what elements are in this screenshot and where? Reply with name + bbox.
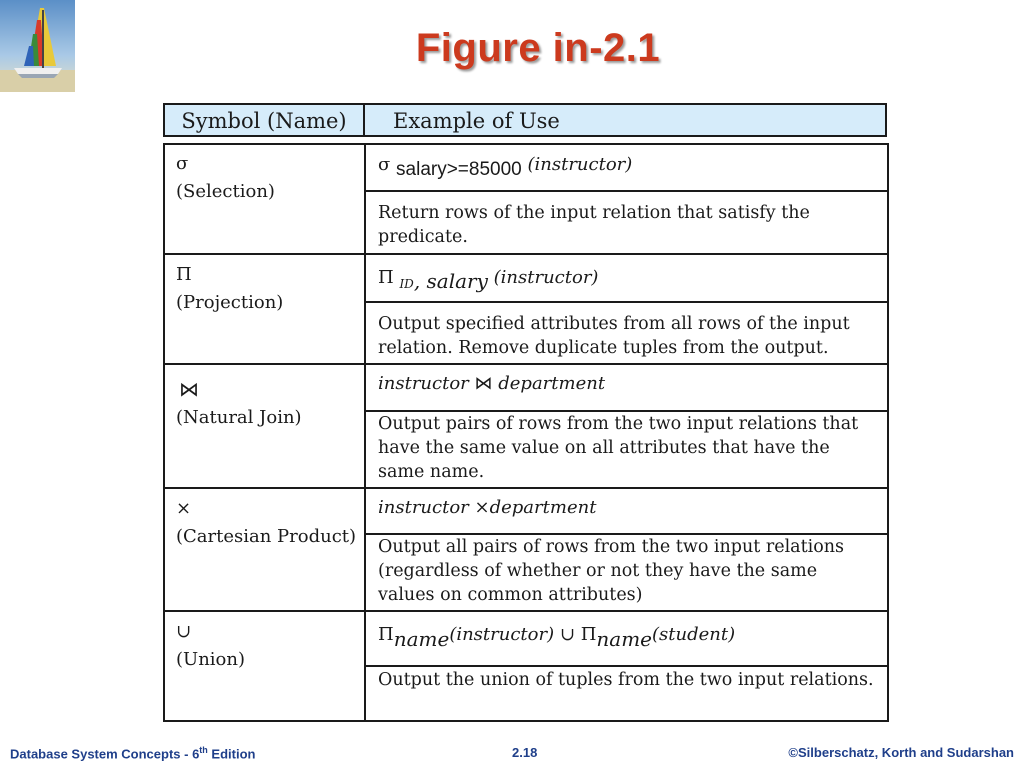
cartesian-product-description: Output all pairs of rows from the two input relations (regardless of whether or not they have the same values on common attributes) (378, 537, 845, 605)
union-name: (Union) (176, 649, 245, 670)
natural-join-right: department (498, 373, 606, 394)
union-op1: Π (378, 624, 394, 645)
cartesian-product-name: (Cartesian Product) (176, 526, 357, 547)
example-cell (366, 365, 887, 412)
union-arg2: (student) (652, 624, 736, 645)
table-row-projection (163, 253, 889, 365)
table-row-union (163, 610, 889, 722)
footer-left-text: Database System Concepts - 6 (10, 746, 200, 762)
symbol-cell (165, 489, 366, 610)
union-arg1: (instructor) (449, 624, 555, 645)
union-symbol: ∪ (176, 621, 192, 642)
description-cell (366, 192, 887, 253)
symbol-cell (165, 612, 366, 720)
selection-example (378, 154, 633, 180)
projection-description: Output specified attributes from all rows of the input relation. Remove duplicate tuples from the output. (378, 314, 850, 358)
description-cell (366, 412, 887, 487)
footer-left-sup: th (199, 745, 208, 755)
cartesian-operator: × (474, 497, 490, 518)
selection-symbol: σ (176, 153, 189, 174)
natural-join-symbol: ⋈ (179, 377, 199, 401)
footer-book-title (10, 745, 255, 761)
selection-argument: (instructor) (527, 154, 633, 175)
page-title: Figure in-2.1 (415, 26, 661, 70)
table-header (163, 103, 887, 137)
example-cell (366, 489, 887, 535)
union-sub1: name (393, 627, 450, 651)
selection-description: Return rows of the input relation that satisfy the predicate. (378, 203, 810, 247)
cartesian-right: department (489, 497, 597, 518)
projection-example (378, 264, 599, 293)
symbol-cell (165, 255, 366, 363)
cartesian-left: instructor (378, 497, 469, 518)
union-operator: ∪ (559, 624, 575, 645)
cartesian-product-example (378, 497, 596, 518)
union-description: Output the union of tuples from the two input relations. (378, 670, 874, 690)
table-row-selection (163, 143, 889, 255)
natural-join-example (378, 373, 605, 394)
cartesian-product-symbol: × (176, 498, 192, 519)
example-cell (366, 255, 887, 303)
projection-operator: Π (378, 267, 394, 288)
projection-argument: (instructor) (493, 267, 599, 288)
natural-join-left: instructor (378, 373, 469, 394)
description-cell (366, 303, 887, 363)
table-row-cartesian-product (163, 487, 889, 612)
natural-join-description: Output pairs of rows from the two input relations that have the same value on all attributes that have the same name. (378, 414, 859, 482)
description-cell (366, 535, 887, 610)
selection-name: (Selection) (176, 181, 275, 202)
projection-symbol: Π (176, 264, 192, 285)
selection-predicate: salary>=85000 (396, 159, 522, 180)
union-op2: Π (580, 624, 597, 645)
footer-copyright: ©Silberschatz, Korth and Sudarshan (788, 745, 1014, 760)
union-sub2: name (596, 627, 653, 651)
header-symbol-name: Symbol (Name) (165, 105, 365, 135)
projection-name: (Projection) (176, 292, 284, 313)
example-cell (366, 145, 887, 192)
footer-left-suffix: Edition (207, 746, 256, 762)
union-example (378, 621, 736, 651)
selection-operator: σ (378, 154, 391, 175)
natural-join-operator: ⋈ (474, 373, 493, 394)
symbol-cell (165, 365, 366, 487)
projection-subscript-id: ID (399, 277, 414, 291)
projection-subscript-salary: , salary (413, 269, 488, 293)
natural-join-name: (Natural Join) (176, 407, 302, 428)
footer-page-number: 2.18 (512, 745, 538, 760)
symbol-cell (165, 145, 366, 253)
example-cell (366, 612, 887, 667)
description-cell (366, 667, 887, 720)
header-example-of-use: Example of Use (393, 109, 560, 133)
table-row-natural-join (163, 363, 889, 489)
